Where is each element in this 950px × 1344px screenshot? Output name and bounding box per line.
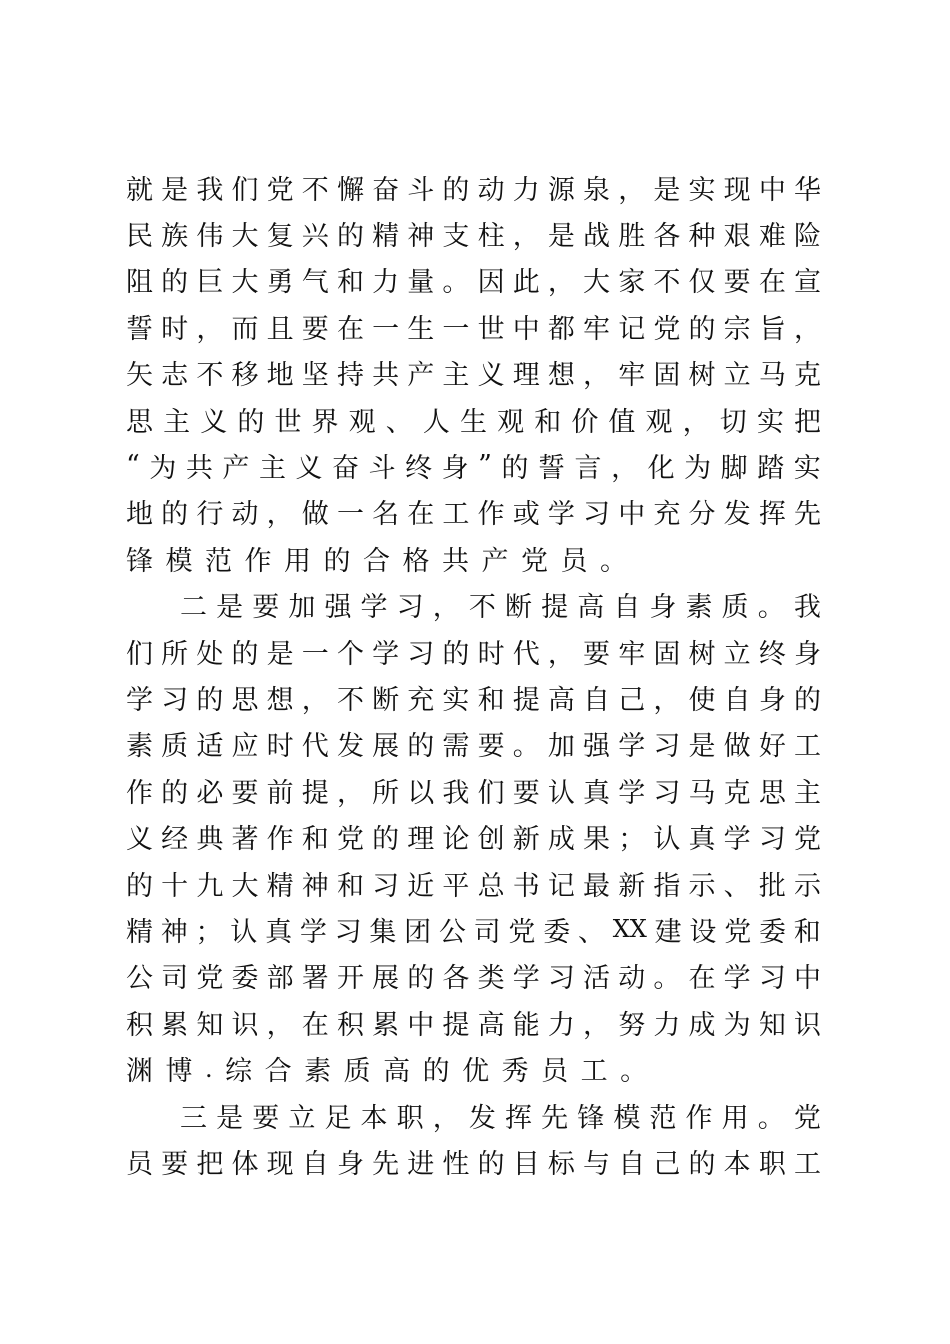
text-line: 矢 志 不 移 地 坚 持 共 产 主 义 理 想 ， 牢 固 树 立 马 克 (126, 360, 821, 392)
text-line: 们 所 处 的 是 一 个 学 习 的 时 代 ， 要 牢 固 树 立 终 身 (126, 638, 821, 670)
text-line: “ 为 共 产 主 义 奋 斗 终 身 ” 的 誓 言 ， 化 为 脚 踏 实 (126, 450, 821, 485)
text-line: 的 十 九 大 精 神 和 习 近 平 总 书 记 最 新 指 示 、 批 示 (126, 870, 821, 902)
text-line: 学 习 的 思 想 ， 不 断 充 实 和 提 高 自 己 ， 使 自 身 的 (126, 684, 821, 716)
text-line: 三 是 要 立 足 本 职 ， 发 挥 先 锋 模 范 作 用 。 党 (180, 1102, 821, 1134)
text-line: 积 累 知 识 ， 在 积 累 中 提 高 能 力 ， 努 力 成 为 知 识 (126, 1009, 821, 1041)
body-text (126, 164, 821, 1185)
text-line: 地 的 行 动 ， 做 一 名 在 工 作 或 学 习 中 充 分 发 挥 先 (126, 499, 821, 531)
text-line: 思 主 义 的 世 界 观 、 人 生 观 和 价 值 观 ， 切 实 把 (126, 406, 821, 438)
text-line: 公 司 党 委 部 署 开 展 的 各 类 学 习 活 动 。 在 学 习 中 (126, 963, 821, 995)
text-line: 员 要 把 体 现 自 身 先 进 性 的 目 标 与 自 己 的 本 职 工 (126, 1148, 821, 1180)
text-line: 素 质 适 应 时 代 发 展 的 需 要 。 加 强 学 习 是 做 好 工 (126, 731, 821, 763)
text-line: 誓 时 ， 而 且 要 在 一 生 一 世 中 都 牢 记 党 的 宗 旨 ， (126, 313, 821, 345)
text-line: 民 族 伟 大 复 兴 的 精 神 支 柱 ， 是 战 胜 各 种 艰 难 险 (126, 221, 821, 253)
text-line: 义 经 典 著 作 和 党 的 理 论 创 新 成 果 ； 认 真 学 习 党 (126, 824, 821, 856)
text-line: 阻 的 巨 大 勇 气 和 力 量 。 因 此 ， 大 家 不 仅 要 在 宣 (126, 267, 821, 299)
text-line: 二 是 要 加 强 学 习 ， 不 断 提 高 自 身 素 质 。 我 (180, 592, 821, 624)
text-line: 就 是 我 们 党 不 懈 奋 斗 的 动 力 源 泉 ， 是 实 现 中 华 (126, 174, 821, 206)
text-line: 作 的 必 要 前 提 ， 所 以 我 们 要 认 真 学 习 马 克 思 主 (126, 777, 821, 809)
text-line: 渊 博 . 综 合 素 质 高 的 优 秀 员 工 。 (126, 1054, 648, 1088)
text-line: 锋 模 范 作 用 的 合 格 共 产 党 员 。 (126, 545, 627, 577)
text-line: 精 神 ； 认 真 学 习 集 团 公 司 党 委 、 XX 建 设 党 委 和 (126, 915, 821, 948)
